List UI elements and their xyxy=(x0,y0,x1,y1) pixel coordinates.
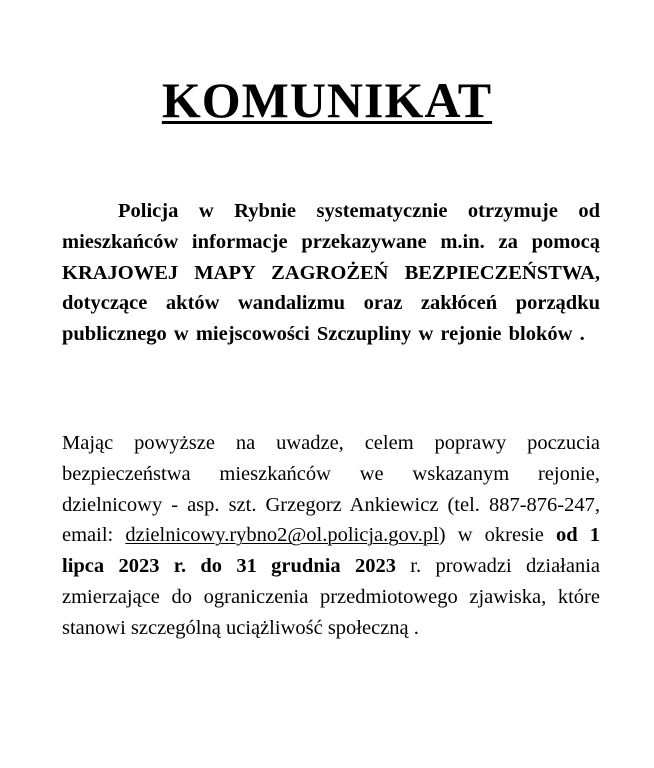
document-title-block xyxy=(0,72,654,128)
paragraph-2-intro: Mając powyższe na uwadze, celem poprawy poczucia bezpieczeństwa mieszkańców we wskazanym rejonie, dzielnicowy - asp. szt. Grzegorz Ankiewicz (tel. 887-876-247, email: xyxy=(62,432,600,547)
paragraph-2-mid: ) w okresie xyxy=(438,524,556,547)
period-dates: od 1 lipca 2023 r. do 31 grudnia 2023 xyxy=(62,524,600,578)
paragraph-2-end: r. prowadzi działania zmierzające do ograniczenia przedmiotowego zjawiska, które stanowi szczególną uciążliwość społeczną . xyxy=(62,555,601,639)
document-title: KOMUNIKAT xyxy=(161,72,493,128)
paragraph-2 xyxy=(62,428,600,644)
paragraph-1: Policja w Rybnie systematycznie otrzymuje od mieszkańców informacje przekazywane m.in. za pomocą KRAJOWEJ MAPY ZAGROŻEŃ BEZPIECZEŃSTWA, dotyczące aktów wandalizmu oraz zakłóceń porządku publicznego w miejscowości Szczupliny w rejonie bloków . xyxy=(62,200,600,346)
email-link[interactable]: dzielnicowy.rybno2@ol.policja.gov.pl xyxy=(125,524,439,547)
